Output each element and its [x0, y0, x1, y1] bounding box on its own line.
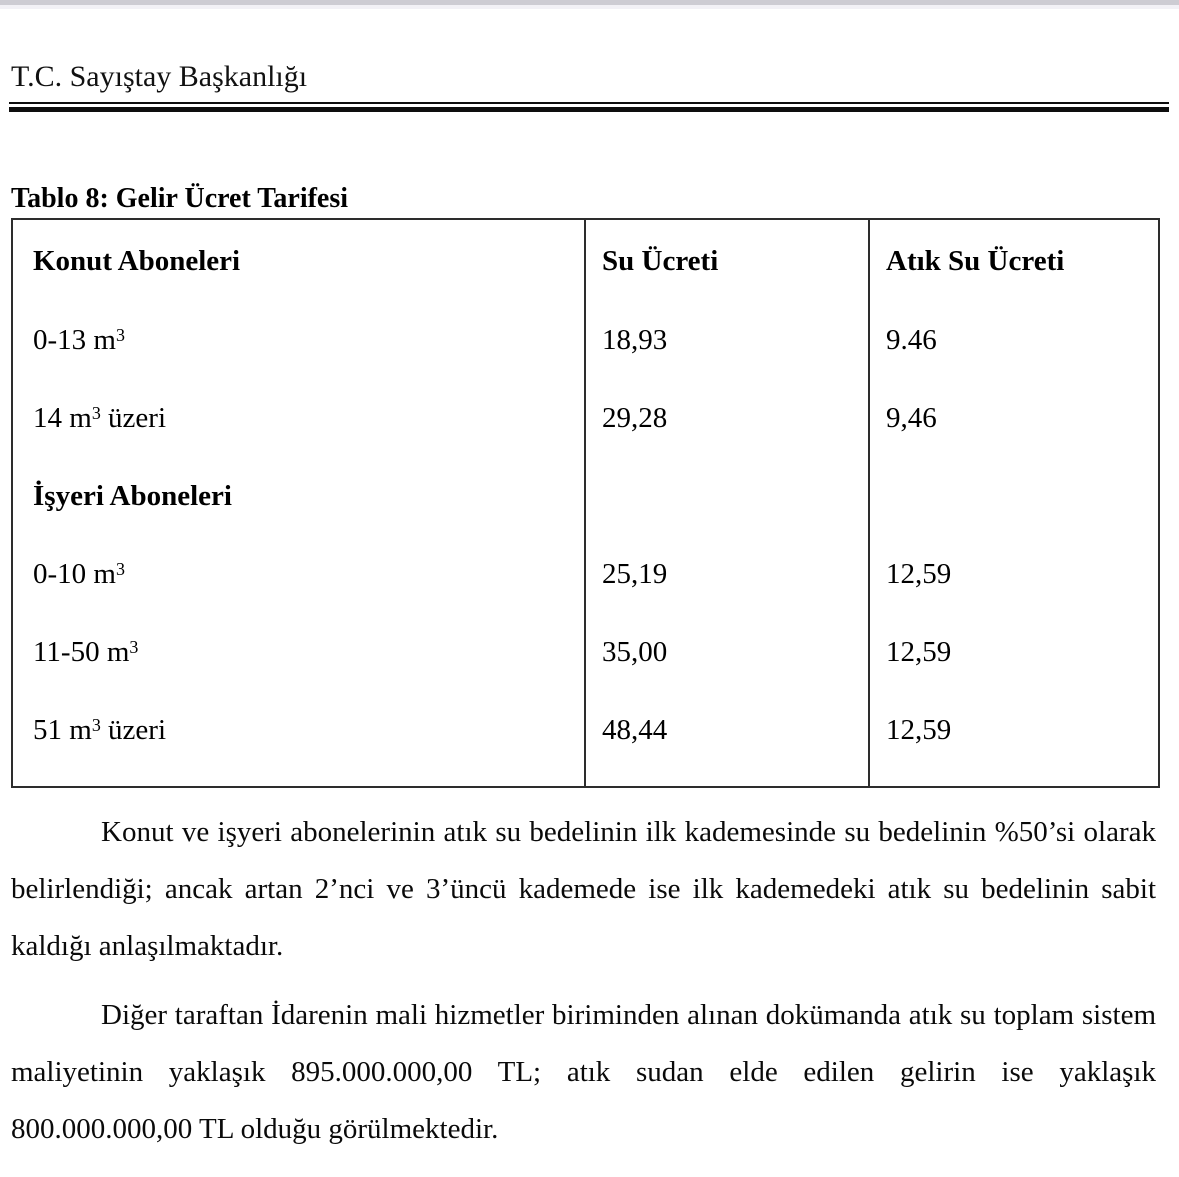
- tier-cell: [12, 378, 585, 456]
- tier-label: 11-50 m: [33, 636, 130, 668]
- tier-cell: [12, 612, 585, 690]
- table-row: [12, 612, 1159, 690]
- document-header-title: T.C. Sayıştay Başkanlığı: [11, 60, 308, 93]
- tier-cell: [12, 690, 585, 787]
- document-page: [0, 59, 1179, 1158]
- su-ucreti-value: 48,44: [585, 690, 869, 787]
- su-ucreti-value: 29,28: [585, 378, 869, 456]
- column-header-su-ucreti: Su Ücreti: [585, 219, 869, 300]
- body-paragraph-2: Diğer taraftan İdarenin mali hizmetler biriminden alınan dokümanda atık su toplam sistem maliyetinin yaklaşık 895.000.000,00 TL; atık sudan elde edilen gelirin ise yaklaşık 800.000.000,00 TL olduğu görülmektedir.: [11, 999, 1156, 1145]
- table-section-row: [12, 456, 1159, 534]
- column-header-atik-su-ucreti: Atık Su Ücreti: [869, 219, 1159, 300]
- tier-suffix: üzeri: [100, 714, 167, 746]
- tier-cell: [12, 300, 585, 378]
- section-label: İşyeri Aboneleri: [33, 480, 232, 512]
- su-ucreti-value: 35,00: [585, 612, 869, 690]
- superscript-3: 3: [91, 714, 101, 735]
- tariff-table: [11, 218, 1160, 788]
- superscript-3: 3: [115, 558, 125, 579]
- atik-su-ucreti-value: 9.46: [869, 300, 1159, 378]
- su-ucreti-value: 25,19: [585, 534, 869, 612]
- atik-su-ucreti-value: 12,59: [869, 534, 1159, 612]
- tier-cell: [12, 534, 585, 612]
- table-row: [12, 300, 1159, 378]
- su-ucreti-value: [585, 456, 869, 534]
- atik-su-ucreti-value: [869, 456, 1159, 534]
- table-caption: Tablo 8: Gelir Ücret Tarifesi: [11, 183, 349, 214]
- superscript-3: 3: [115, 324, 125, 345]
- tier-suffix: üzeri: [100, 402, 167, 434]
- superscript-3: 3: [91, 402, 101, 423]
- atik-su-ucreti-value: 9,46: [869, 378, 1159, 456]
- column-header-konut-aboneleri: Konut Aboneleri: [33, 245, 241, 277]
- body-paragraph-1: Konut ve işyeri abonelerinin atık su bedelinin ilk kademesinde su bedelinin %50’si olarak belirlendiği; ancak artan 2’nci ve 3’üncü kademede ise ilk kademedeki atık su bedelinin sabit kaldığı anlaşılmaktadır.: [11, 816, 1156, 962]
- table-row: [12, 534, 1159, 612]
- table-header-row: [12, 219, 1159, 300]
- tier-label: 51 m: [33, 714, 92, 746]
- header-double-rule: [9, 102, 1169, 112]
- atik-su-ucreti-value: 12,59: [869, 612, 1159, 690]
- section-header-isyeri-aboneleri: [12, 456, 585, 534]
- table-row: [12, 690, 1159, 787]
- window-top-strip: [0, 5, 1179, 9]
- tier-label: 0-10 m: [33, 558, 116, 590]
- tier-label: 0-13 m: [33, 324, 116, 356]
- table-row: [12, 378, 1159, 456]
- atik-su-ucreti-value: 12,59: [869, 690, 1159, 787]
- superscript-3: 3: [129, 636, 139, 657]
- su-ucreti-value: 18,93: [585, 300, 869, 378]
- tier-label: 14 m: [33, 402, 92, 434]
